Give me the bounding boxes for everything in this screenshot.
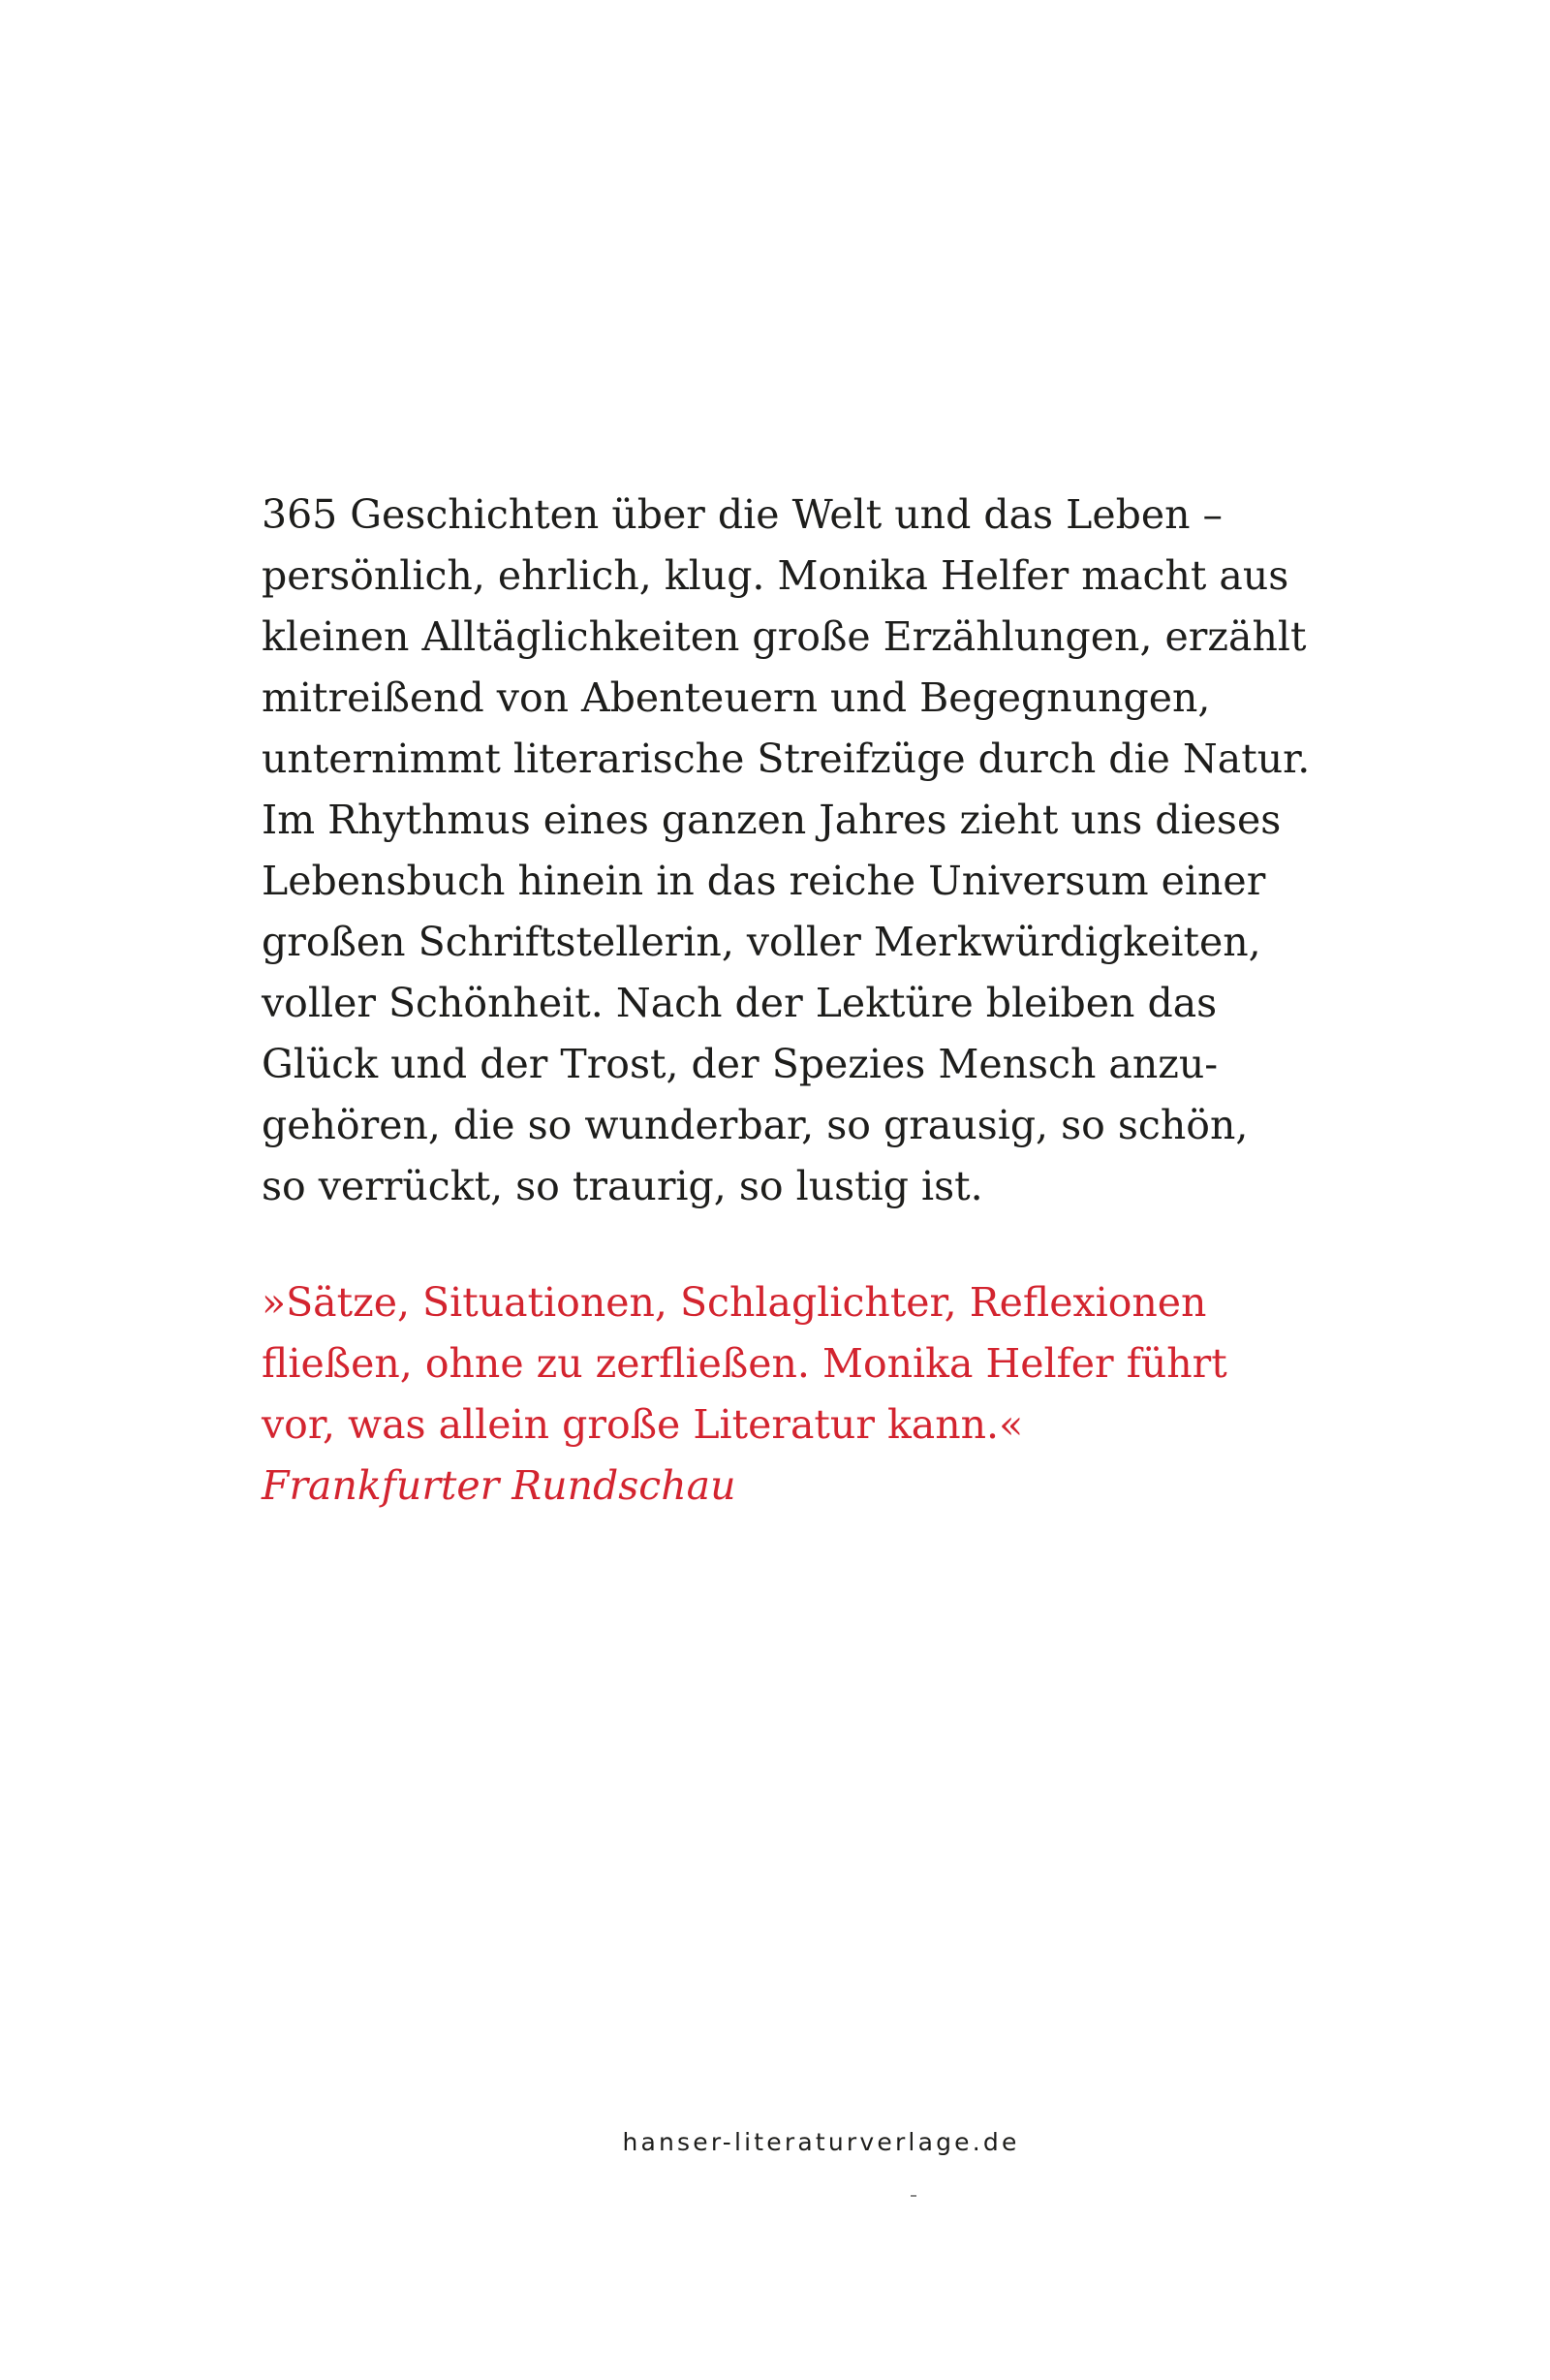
- quote-line: fließen, ohne zu zerfließen. Monika Helfer führt: [262, 1340, 1227, 1387]
- quote-source: Frankfurter Rundschau: [262, 1462, 736, 1509]
- blurb-line: gehören, die so wunderbar, so grausig, so schön,: [262, 1102, 1249, 1148]
- blurb-line: unternimmt literarische Streifzüge durch die Natur.: [262, 736, 1311, 782]
- blurb-line: Im Rhythmus eines ganzen Jahres zieht uns dieses: [262, 797, 1282, 843]
- blurb-line: Glück und der Trost, der Spezies Mensch anzu-: [262, 1041, 1219, 1087]
- press-quote: [262, 1272, 1308, 1517]
- blurb-line: großen Schriftstellerin, voller Merkwürdigkeiten,: [262, 919, 1261, 965]
- blurb-text: [262, 485, 1311, 1217]
- quote-line: vor, was allein große Literatur kann.«: [262, 1401, 1024, 1448]
- blurb-line: 365 Geschichten über die Welt und das Leben –: [262, 491, 1224, 538]
- print-mark: [911, 2195, 916, 2197]
- quote-line: »Sätze, Situationen, Schlaglichter, Reflexionen: [262, 1279, 1207, 1326]
- blurb-line: Lebensbuch hinein in das reiche Universum einer: [262, 858, 1266, 904]
- blurb-line: so verrückt, so traurig, so lustig ist.: [262, 1163, 983, 1209]
- blurb-line: persönlich, ehrlich, klug. Monika Helfer macht aus: [262, 552, 1289, 599]
- blurb-line: mitreißend von Abenteuern und Begegnungen,: [262, 674, 1211, 721]
- blurb-line: voller Schönheit. Nach der Lektüre bleiben das: [262, 980, 1218, 1026]
- blurb-line: kleinen Alltäglichkeiten große Erzählungen, erzählt: [262, 613, 1307, 660]
- publisher-url: hanser-literaturverlage.de: [622, 2128, 1020, 2156]
